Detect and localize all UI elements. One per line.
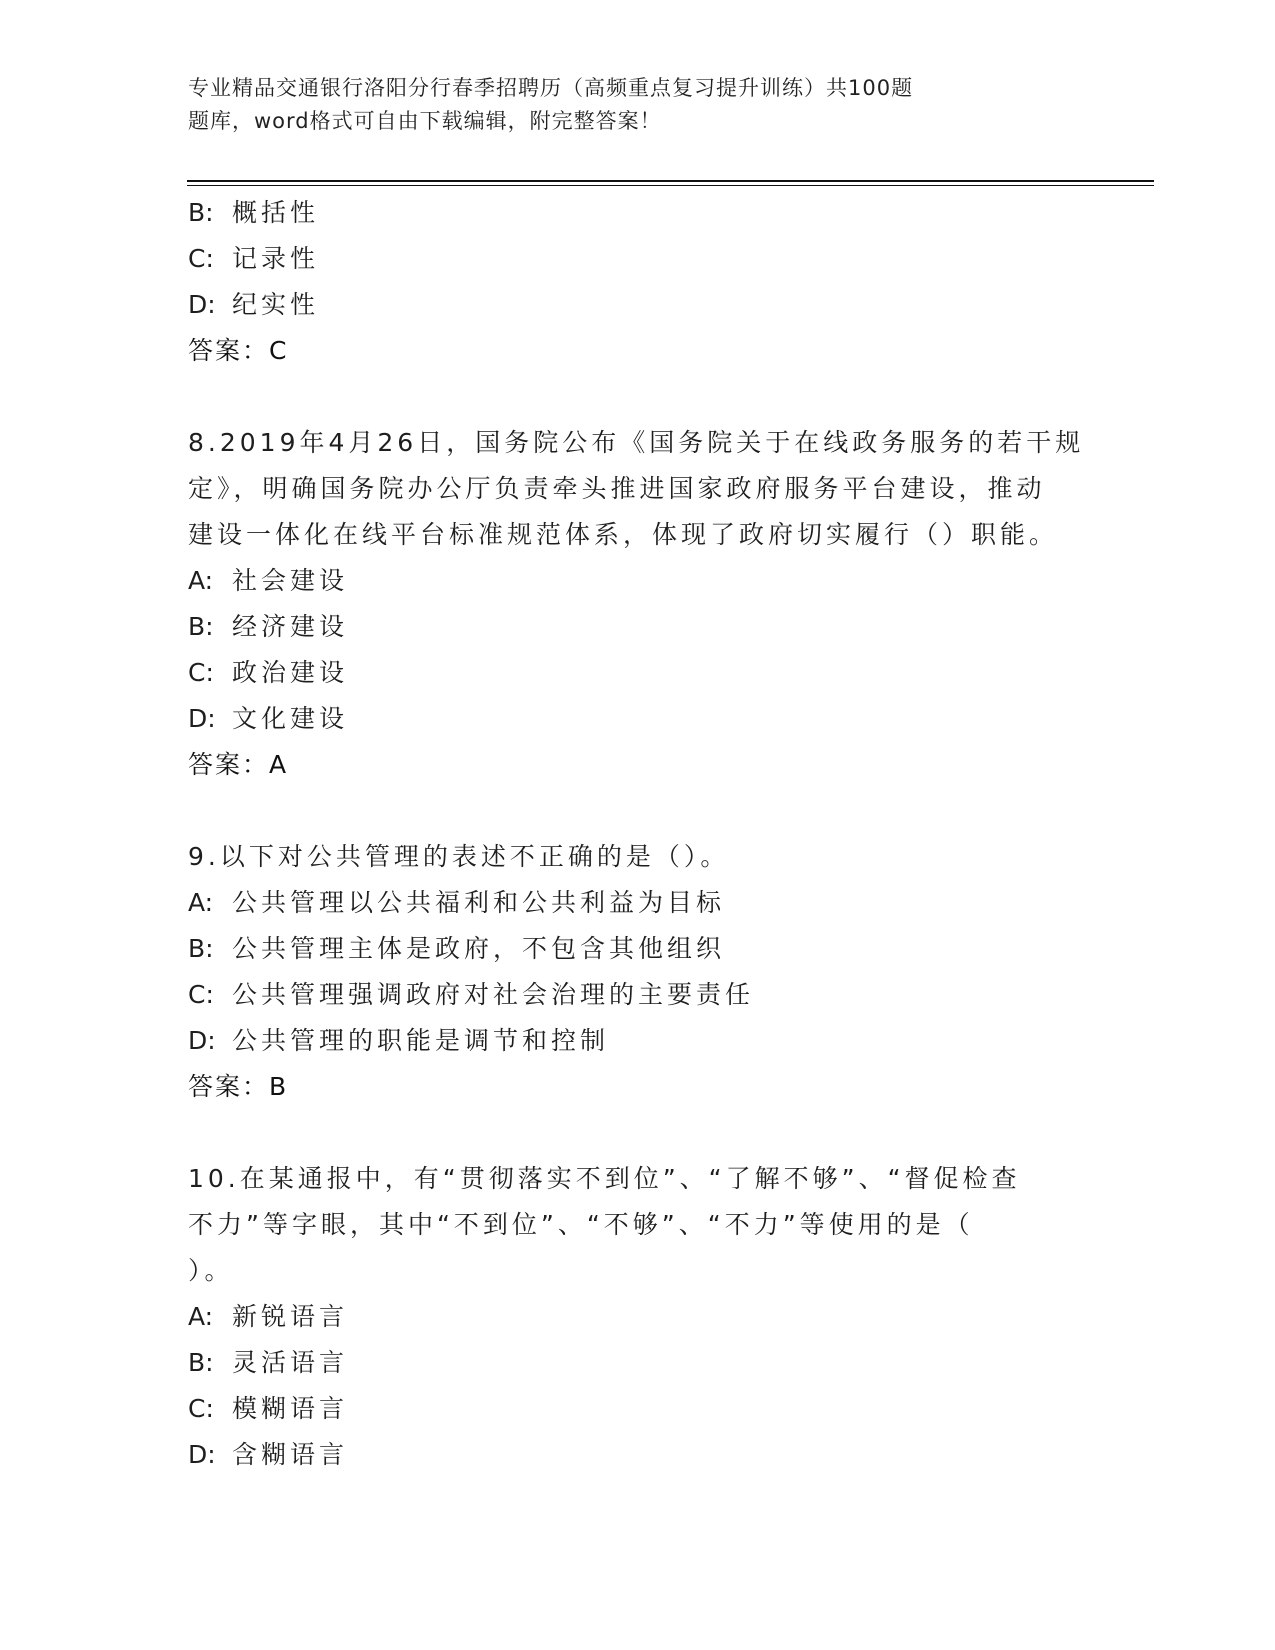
spacer xyxy=(188,788,1088,834)
option-text: 公共管理强调政府对社会治理的主要责任 xyxy=(232,980,755,1009)
question-list xyxy=(188,190,1088,1478)
option-c xyxy=(188,1386,1088,1432)
option-letter: D: xyxy=(188,704,216,733)
question-stem-line: ）。 xyxy=(188,1256,234,1285)
option-letter: B: xyxy=(188,612,214,641)
option-text: 新锐语言 xyxy=(232,1302,349,1331)
option-letter: A: xyxy=(188,1302,214,1331)
option-text: 公共管理主体是政府，不包含其他组织 xyxy=(232,934,726,963)
option-text: 含糊语言 xyxy=(232,1440,349,1469)
question-10 xyxy=(188,1156,1088,1478)
question-8 xyxy=(188,420,1088,788)
option-letter: B: xyxy=(188,934,214,963)
answer-line: 答案：C xyxy=(188,336,289,365)
page-header xyxy=(188,72,1018,138)
option-c xyxy=(188,972,1088,1018)
option-letter: D: xyxy=(188,290,216,319)
option-letter: B: xyxy=(188,1348,214,1377)
option-letter: B: xyxy=(188,198,214,227)
question-stem-line: 10.在某通报中，有“贯彻落实不到位”、“了解不够”、“督促检查 xyxy=(188,1164,1021,1193)
option-d xyxy=(188,1018,1088,1064)
option-letter: C: xyxy=(188,1394,214,1423)
question-stem-line: 9.以下对公共管理的表述不正确的是（）。 xyxy=(188,842,730,871)
option-a xyxy=(188,558,1088,604)
header-title-line-2: 题库，word格式可自由下载编辑，附完整答案！ xyxy=(188,109,662,133)
option-letter: C: xyxy=(188,658,214,687)
option-letter: A: xyxy=(188,888,214,917)
option-b xyxy=(188,190,1088,236)
answer-line: 答案：B xyxy=(188,1072,289,1101)
option-letter: A: xyxy=(188,566,214,595)
option-b xyxy=(188,1340,1088,1386)
option-b xyxy=(188,604,1088,650)
option-text: 政治建设 xyxy=(232,658,349,687)
header-divider xyxy=(187,180,1154,182)
option-text: 经济建设 xyxy=(232,612,349,641)
option-d xyxy=(188,696,1088,742)
question-stem-line: 8.2019年4月26日，国务院公布《国务院关于在线政务服务的若干规 xyxy=(188,428,1085,457)
option-text: 概括性 xyxy=(232,198,320,227)
answer-line: 答案：A xyxy=(188,750,289,779)
option-a xyxy=(188,880,1088,926)
option-c xyxy=(188,650,1088,696)
option-text: 文化建设 xyxy=(232,704,349,733)
header-title-line-1: 专业精品交通银行洛阳分行春季招聘历（高频重点复习提升训练）共100题 xyxy=(188,76,914,100)
header-divider-thin xyxy=(187,185,1154,186)
spacer xyxy=(188,1110,1088,1156)
spacer xyxy=(188,374,1088,420)
option-text: 模糊语言 xyxy=(232,1394,349,1423)
question-stem-line: 建设一体化在线平台标准规范体系，体现了政府切实履行（）职能。 xyxy=(188,520,1059,549)
question-9 xyxy=(188,834,1088,1110)
option-a xyxy=(188,1294,1088,1340)
option-letter: D: xyxy=(188,1026,216,1055)
option-b xyxy=(188,926,1088,972)
option-letter: C: xyxy=(188,244,214,273)
option-text: 记录性 xyxy=(232,244,320,273)
option-d xyxy=(188,282,1088,328)
question-7-tail xyxy=(188,190,1088,374)
question-stem-line: 定》，明确国务院办公厅负责牵头推进国家政府服务平台建设，推动 xyxy=(188,474,1046,503)
option-text: 灵活语言 xyxy=(232,1348,349,1377)
question-stem-line: 不力”等字眼，其中“不到位”、“不够”、“不力”等使用的是（ xyxy=(188,1210,974,1239)
option-text: 社会建设 xyxy=(232,566,349,595)
option-letter: D: xyxy=(188,1440,216,1469)
option-text: 公共管理以公共福利和公共利益为目标 xyxy=(232,888,726,917)
option-letter: C: xyxy=(188,980,214,1009)
option-text: 纪实性 xyxy=(232,290,320,319)
option-d xyxy=(188,1432,1088,1478)
option-c xyxy=(188,236,1088,282)
option-text: 公共管理的职能是调节和控制 xyxy=(232,1026,610,1055)
